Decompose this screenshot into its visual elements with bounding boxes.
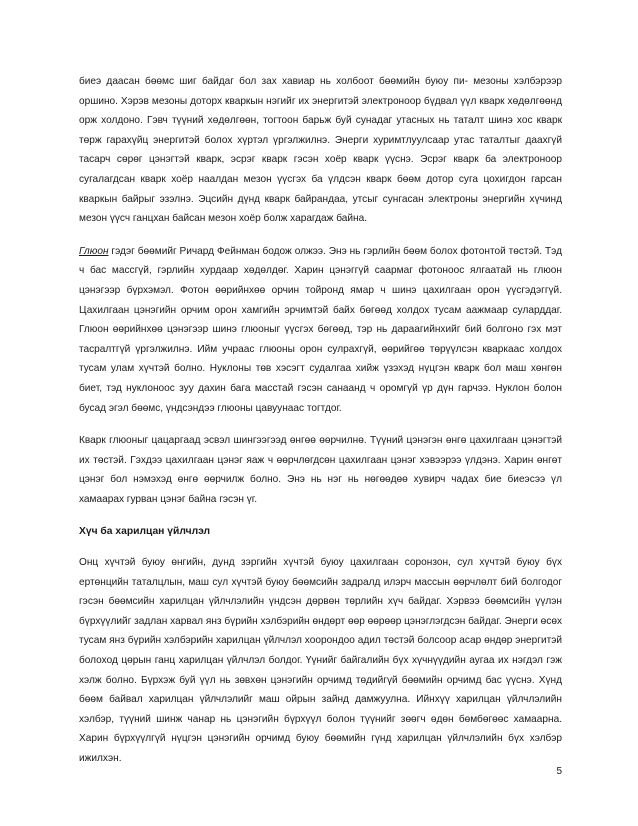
gluon-term: Глюон: [79, 245, 109, 257]
paragraph-3: [79, 431, 562, 509]
paragraph-4-text: Онц хүчтэй буюу өнгийн, дунд зэргийн хүчтэй буюу цахилгаан соронзон, сул хүчтэй буюу бүх ертөнцийн таталцлын, маш сул хүчтэй буюу бөөмсийн задралд илэрч массын өөрчлөлт бий болгодог гэсэн бөөмсийн харилцан үйлчлэлийн үндсэн дөрвөн төрлийн хүч байдаг. Хэрвээ бөөмсийн үүлэн бүрхүүлийг задлан харвал янз бүрийн хэлбэрийн өндөрт өөр өөрөөр цэнэглэгдсэн байдаг. Энерги өсөх тусам янз бүрийн хэлбэрийн харилцан үйлчлэл хоорондоо адил төстэй болсоор асар өндөр энергитэй болоход цөрын ганц харилцан үйлчлэл болдог. Үүнийг байгалийн бүх хүчнүүдийн аугаа их нэгдэл гэж хэлж болно. Бүрхэж буй үүл нь зөвхөн цэнэгийн орчимд төдийгүй бөөмийн орчимд бас үүснэ. Хүнд бөөм байвал харилцан үйлчлэлийг маш ойрын зайнд дамжуулна. Ийнхүү харилцан үйлчлэлийн хэлбэр, түүний шинж чанар нь цэнэгийн бүрхүүл болон түүнийг зөөгч өдөн бөмбөгөөс хамаарна. Харин бүрхүүлгүй нүцгэн цэнэгийн орчимд буюу бөөмийн гүнд харилцан үйлчлэлийн бүх хэлбэр ижилхэн.: [79, 557, 562, 764]
paragraph-3-text: Кварк глюоныг цацаргаад эсвэл шингээгээд өнгөө өөрчилнө. Түүний цэнэгэн өнгө цахилгаан цэнэгтэй их төстэй. Гэхдээ цахилгаан цэнэг яаж ч өөрчлөгдсөн цахилгаан цэнэг хэвээрээ үлдэнэ. Харин өнгөт цэнэг бол нэмэхэд өнгө өөрчилж болно. Энэ нь нэг нь нөгөөдөө хувирч чадах бие биеэсээ үл хамаарах гурван цэнэг байна гэсэн үг.: [79, 435, 562, 505]
paragraph-2-text: гэдэг бөөмийг Ричард Фейнман бодож олжээ. Энэ нь гэрлийн бөөм болох фотонтой төстэй. Тэд ч бас массгүй, гэрлийн хурдаар хөдөлдөг. Харин цэнэггүй саармаг фотоноос ялгаатай нь глюон цэнэгээр бүрхэмэл. Фотон өөрийнхөө орчин тойронд ямар ч шинэ цахилгаан орон үүсгэдэггүй. Цахилгаан цэнэгийн орчим орон хамгийн эрчимтэй байх бөгөөд холдох тусам аажмаар суларддаг. Глюон өөрийнхөө цэнэгээр шинэ глюоныг үүсгэх бөгөөд, тэр нь дараагийнхийг бий болгоно гэх мэт тасралтгүй үргэлжилнэ. Ийм учраас глюоны орон сулрахгүй, өөрийгөө төрүүлсэн кваркаас холдох тусам улам хүчтэй болно. Нуклоны төв хэсэгт судалгаа хийж үзэхэд нүцгэн кварк бол маш хөнгөн биет, тэд нуклоноос зуу дахин бага масстай гэсэн санаанд ч оромгүй үр дүн гарчээ. Нуклон болон бусад эгэл бөөмс, үндсэндээ глюоны цавуунаас тогтдог.: [79, 245, 562, 414]
paragraph-1-text: биеэ даасан бөөмс шиг байдаг бол зах хавиар нь холбоот бөөмийн буюу пи- мезоны хэлбэрээр оршино. Хэрэв мезоны доторх кваркын нэгийг их энергитэй электроноор бүдвал үүл кварк хөдөлгөөнд орж холдоно. Гэвч түүний хөдөлгөөн, тогтоон барьж буй сунадаг утасных нь таталт шинэ хос кварк төрж гарахүйц энергитэй болох хүртэл үргэлжилнэ. Энерги хуримтлуулсаар утас таталтыг даахгүй тасарч сөрөг цэнэгтэй кварк, эсрэг кварк гэсэн хоёр кварк үүснэ. Эсрэг кварк ба электроноор сугалагдсан кварк хоёр наалдан мезон үүсгэх ба үлдсэн кварк бөөм дотор суга цохигдон гарсан кваркын байрыг эзэлнэ. Эцсийн дүнд кварк байрандаа, утсыг сунгасан электроны энергийн хүчинд мезон үүсч ганцхан байсан мезон хоёр болж харагдаж байна.: [79, 76, 562, 225]
paragraph-1: [79, 72, 562, 229]
paragraph-4: [79, 553, 562, 769]
page-number: 5: [556, 766, 562, 777]
paragraph-2: [79, 242, 562, 418]
document-page: [79, 72, 562, 782]
section-heading: Хүч ба харилцан үйлчлэл: [79, 526, 211, 538]
